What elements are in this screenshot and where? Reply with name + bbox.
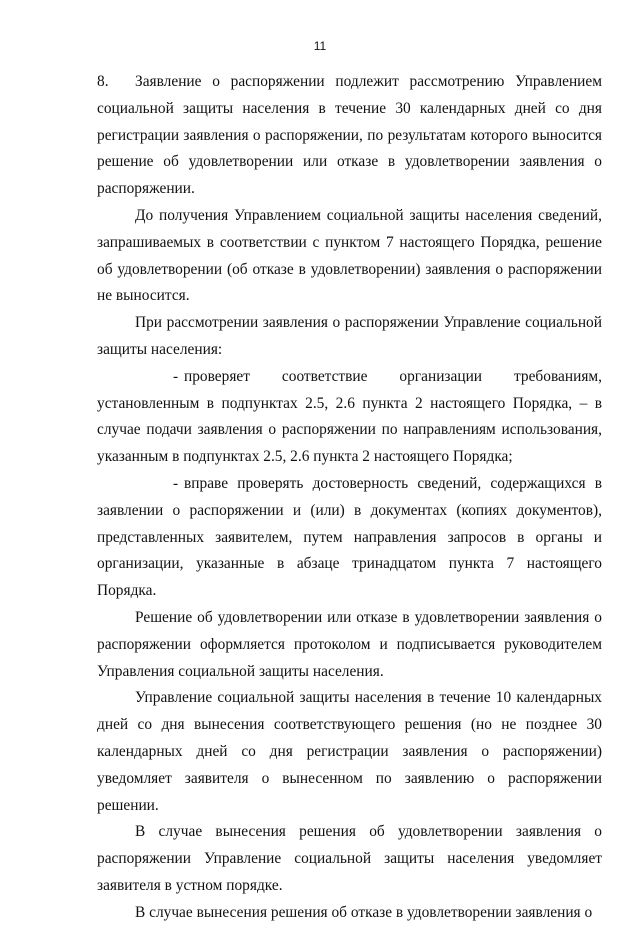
paragraph-text: Заявление о распоряжении подлежит рассмотрению Управлением социальной защиты населения в течение 30 календарных дней со дня регистрации заявления о распоряжении, по результатам которого выносится решение об удовлетворении или отказе в удовлетворении заявления о распоряжении.	[97, 73, 602, 198]
paragraph-number: 8.	[97, 73, 109, 90]
numbered-paragraph-8	[97, 69, 602, 203]
paragraph: Управление социальной защиты населения в течение 10 календарных дней со дня вынесения соответствующего решения (но не позднее 30 календарных дней со дня регистрации заявления о распоряжении) уведомляет заявителя о вынесенном по заявлению о распоряжении решении.	[97, 689, 602, 814]
document-body	[97, 69, 602, 927]
paragraph: В случае вынесения решения об удовлетворении заявления о распоряжении Управление социальной защиты населения уведомляет заявителя в устном порядке.	[97, 823, 602, 894]
paragraph: При рассмотрении заявления о распоряжении Управление социальной защиты населения:	[97, 314, 602, 358]
paragraph: До получения Управлением социальной защиты населения сведений, запрашиваемых в соответствии с пунктом 7 настоящего Порядка, решение об удовлетворении (об отказе в удовлетворении) заявления о распоряжении не выносится.	[97, 206, 602, 305]
dash-marker: -	[173, 367, 179, 385]
dash-marker: -	[173, 474, 179, 492]
list-item-text: проверяет соответствие организации требованиям, установленным в подпунктах 2.5, 2.6 пункта 2 настоящего Порядка, – в случае подачи заявления о распоряжении по направлениям использования, указанным в подпунктах 2.5, 2.6 пункта 2 настоящего Порядка;	[97, 367, 602, 466]
list-item-text: вправе проверять достоверность сведений, содержащихся в заявлении о распоряжении и (или) в документах (копиях документов), представленных заявителем, путем направления запросов в органы и организации, указанные в абзаце тринадцатом пункта 7 настоящего Порядка.	[97, 474, 602, 600]
dash-list-item	[97, 471, 602, 605]
paragraph: Решение об удовлетворении или отказе в удовлетворении заявления о распоряжении оформляется протоколом и подписывается руководителем Управления социальной защиты населения.	[97, 608, 602, 680]
paragraph: В случае вынесения решения об отказе в удовлетворении заявления о	[135, 903, 593, 921]
page-number: 11	[313, 39, 327, 53]
dash-list-item	[97, 364, 602, 471]
